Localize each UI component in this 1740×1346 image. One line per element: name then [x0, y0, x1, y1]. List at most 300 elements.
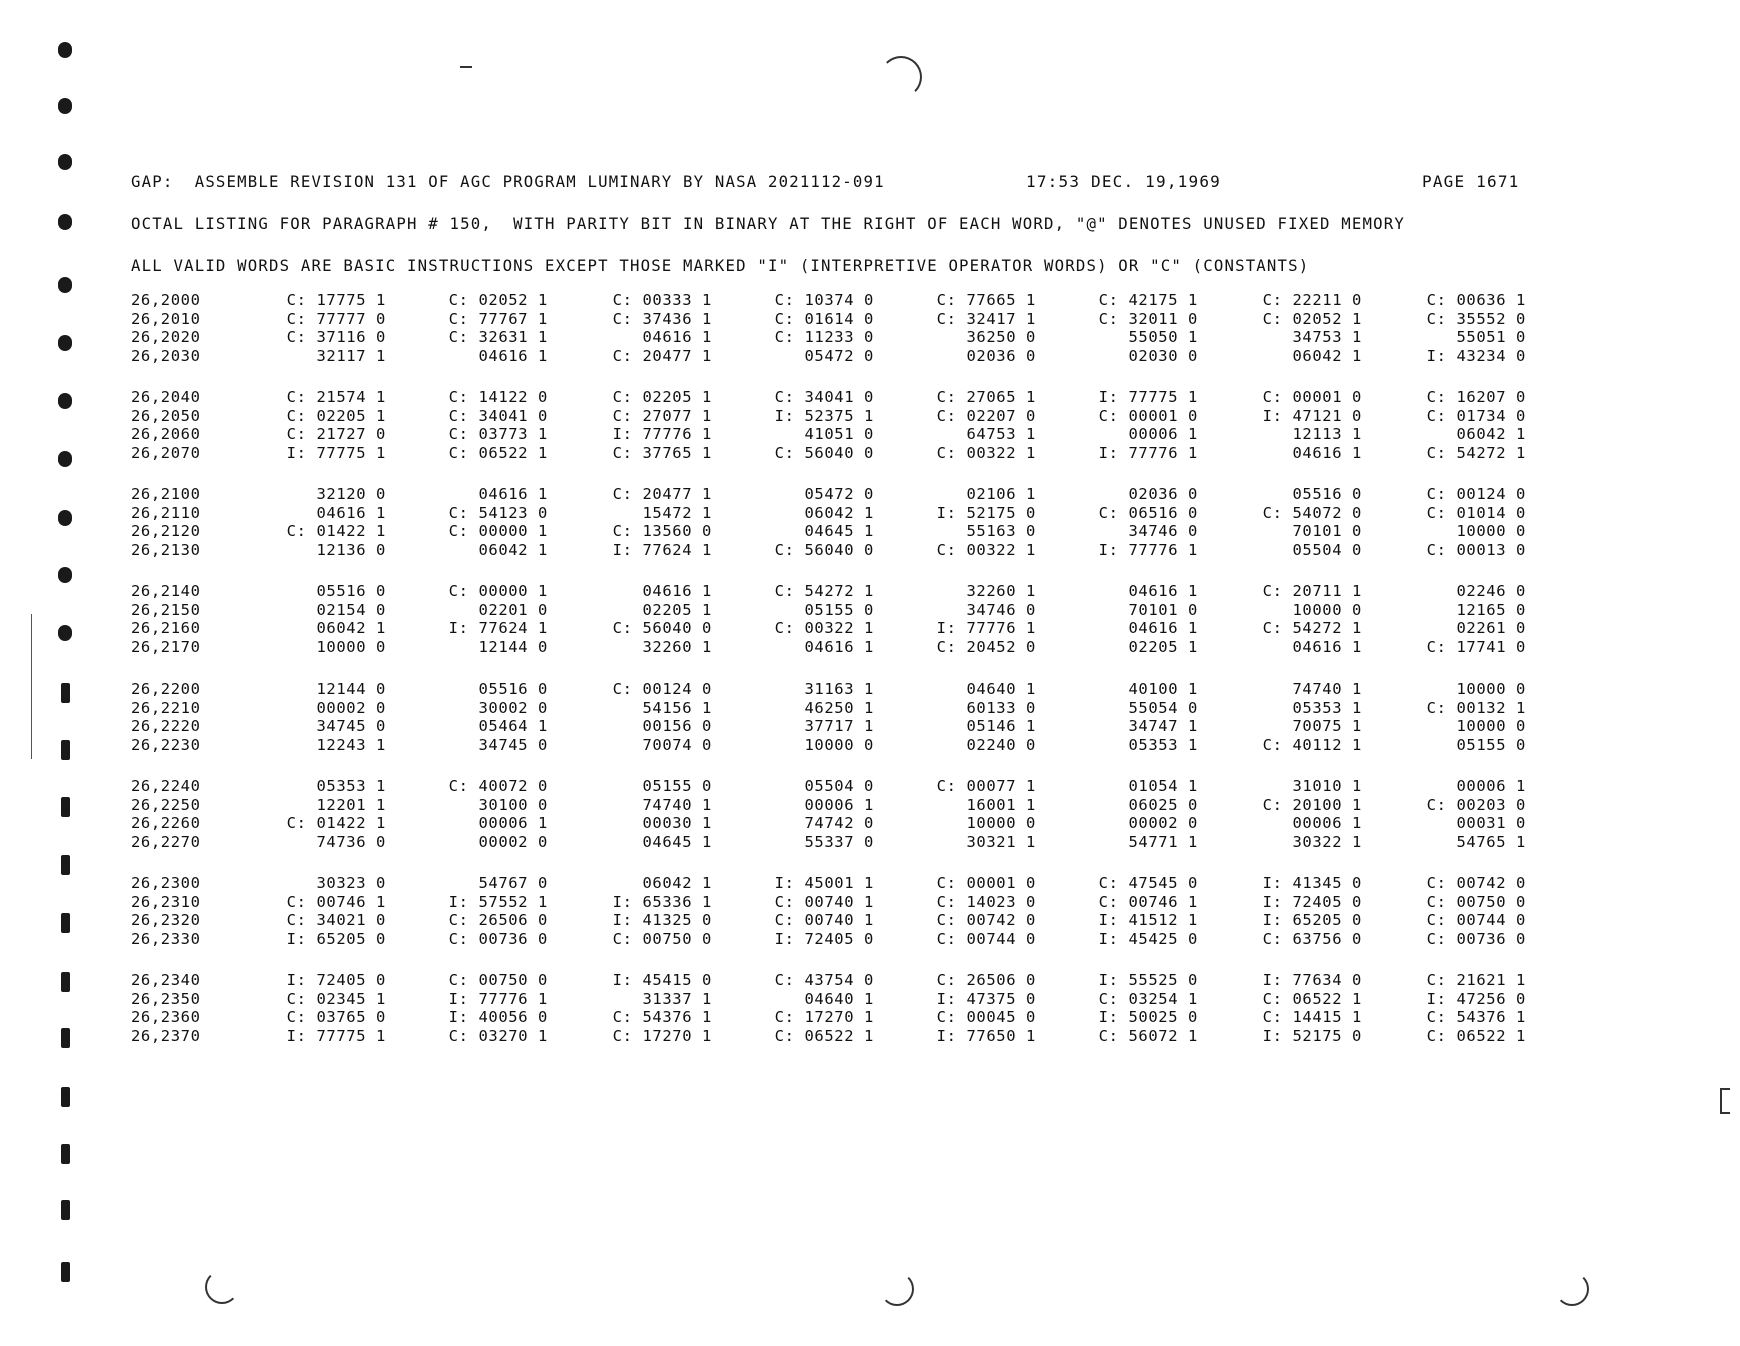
octal-word: 04645 1 — [804, 522, 874, 540]
octal-word: 02246 0 — [1456, 582, 1526, 600]
listing-row — [0, 291, 1740, 309]
scan-speck — [460, 66, 472, 68]
octal-word: 04616 1 — [1292, 637, 1362, 656]
octal-word: 00030 1 — [642, 814, 712, 832]
octal-word: 12201 1 — [316, 795, 386, 814]
octal-word: I: 77624 1 — [448, 619, 548, 637]
octal-word: 30321 1 — [966, 832, 1036, 851]
octal-word: 12136 0 — [316, 540, 386, 559]
octal-word: 02154 0 — [316, 600, 386, 619]
octal-word: C: 03270 1 — [448, 1026, 548, 1045]
octal-word: 46250 1 — [804, 698, 874, 717]
row-address: 26,2070 — [131, 443, 201, 462]
octal-word: 04616 1 — [1128, 619, 1198, 637]
octal-word: C: 40072 0 — [448, 777, 548, 795]
octal-word: 31337 1 — [642, 989, 712, 1008]
octal-word: 00006 1 — [478, 814, 548, 832]
listing-row — [0, 699, 1740, 717]
octal-word: C: 17741 0 — [1426, 637, 1526, 656]
octal-word: C: 06522 1 — [448, 443, 548, 462]
octal-word: C: 00740 1 — [774, 892, 874, 911]
scan-arc-mark — [1555, 1272, 1589, 1306]
listing-row — [0, 736, 1740, 754]
octal-word: 70101 0 — [1292, 522, 1362, 540]
octal-word: I: 77624 1 — [612, 540, 712, 559]
octal-word: C: 43754 0 — [774, 971, 874, 989]
octal-word: C: 14023 0 — [936, 892, 1036, 911]
octal-word: 30323 0 — [316, 874, 386, 892]
octal-word: 12165 0 — [1456, 600, 1526, 619]
octal-word: I: 52375 1 — [774, 406, 874, 425]
octal-word: C: 06522 1 — [1426, 1026, 1526, 1045]
octal-word: 02106 1 — [966, 485, 1036, 503]
octal-word: 31010 1 — [1292, 777, 1362, 795]
octal-word: C: 00077 1 — [936, 777, 1036, 795]
octal-word: 55054 0 — [1128, 698, 1198, 717]
octal-word: 34753 1 — [1292, 328, 1362, 346]
octal-word: I: 45425 0 — [1098, 929, 1198, 948]
octal-word: C: 14122 0 — [448, 388, 548, 406]
listing-row — [0, 407, 1740, 425]
octal-word: I: 57552 1 — [448, 892, 548, 911]
octal-word: C: 32631 1 — [448, 328, 548, 346]
listing-block — [0, 680, 1740, 760]
octal-word: I: 72405 0 — [774, 929, 874, 948]
octal-word: I: 77650 1 — [936, 1026, 1036, 1045]
octal-word: C: 01734 0 — [1426, 406, 1526, 425]
listing-row — [0, 777, 1740, 795]
octal-word: C: 03773 1 — [448, 425, 548, 443]
row-address: 26,2020 — [131, 328, 201, 346]
listing-row — [0, 328, 1740, 346]
octal-word: I: 77775 1 — [1098, 388, 1198, 406]
listing-row — [0, 911, 1740, 929]
octal-word: 02205 1 — [642, 600, 712, 619]
row-address: 26,2130 — [131, 540, 201, 559]
scan-bracket-mark — [1720, 1088, 1730, 1114]
octal-word: C: 02205 1 — [612, 388, 712, 406]
octal-word: C: 02345 1 — [286, 989, 386, 1008]
octal-word: 00006 1 — [804, 795, 874, 814]
octal-word: C: 03765 0 — [286, 1008, 386, 1026]
octal-word: 05353 1 — [1292, 698, 1362, 717]
octal-word: I: 50025 0 — [1098, 1008, 1198, 1026]
listing-row — [0, 680, 1740, 698]
octal-word: C: 56040 0 — [612, 619, 712, 637]
octal-word: C: 00746 1 — [1098, 892, 1198, 911]
octal-word: 00002 0 — [1128, 814, 1198, 832]
octal-word: C: 26506 0 — [936, 971, 1036, 989]
octal-word: C: 20477 1 — [612, 485, 712, 503]
octal-word: C: 10374 0 — [774, 291, 874, 309]
listing-row — [0, 717, 1740, 735]
scan-arc-mark — [205, 1270, 239, 1304]
octal-word: 00031 0 — [1456, 814, 1526, 832]
octal-word: 12144 0 — [478, 637, 548, 656]
octal-word: 32120 0 — [316, 485, 386, 503]
octal-word: 34746 0 — [966, 600, 1036, 619]
listing-row — [0, 425, 1740, 443]
octal-word: 02030 0 — [1128, 346, 1198, 365]
octal-word: 54156 1 — [642, 698, 712, 717]
scan-arc-mark — [880, 1272, 914, 1306]
octal-word: 05516 0 — [478, 680, 548, 698]
listing-block — [0, 582, 1740, 662]
octal-word: 54771 1 — [1128, 832, 1198, 851]
row-address: 26,2050 — [131, 406, 201, 425]
octal-word: 41051 0 — [804, 425, 874, 443]
octal-word: 04640 1 — [804, 989, 874, 1008]
octal-word: I: 55525 0 — [1098, 971, 1198, 989]
row-address: 26,2320 — [131, 911, 201, 929]
octal-word: 34746 0 — [1128, 522, 1198, 540]
octal-word: 06042 1 — [1292, 346, 1362, 365]
row-address: 26,2010 — [131, 309, 201, 328]
page-number: PAGE 1671 — [1422, 172, 1520, 191]
octal-word: 06042 1 — [1456, 425, 1526, 443]
octal-word: C: 37765 1 — [612, 443, 712, 462]
row-address: 26,2200 — [131, 680, 201, 698]
octal-word: 55337 0 — [804, 832, 874, 851]
octal-word: 05155 0 — [804, 600, 874, 619]
octal-word: 16001 1 — [966, 795, 1036, 814]
octal-word: 00006 1 — [1292, 814, 1362, 832]
octal-word: 30322 1 — [1292, 832, 1362, 851]
octal-word: 34747 1 — [1128, 717, 1198, 735]
octal-word: C: 27065 1 — [936, 388, 1036, 406]
octal-word: 74740 1 — [1292, 680, 1362, 698]
octal-word: 70074 0 — [642, 735, 712, 754]
octal-word: I: 77776 1 — [612, 425, 712, 443]
octal-word: 55163 0 — [966, 522, 1036, 540]
octal-word: 06025 0 — [1128, 795, 1198, 814]
octal-word: I: 77776 1 — [1098, 540, 1198, 559]
octal-word: 05353 1 — [1128, 735, 1198, 754]
octal-word: 05464 1 — [478, 717, 548, 735]
octal-word: 05516 0 — [316, 582, 386, 600]
listing-row — [0, 601, 1740, 619]
punch-hole-mark — [61, 855, 70, 875]
octal-word: I: 41325 0 — [612, 911, 712, 929]
octal-word: C: 77767 1 — [448, 309, 548, 328]
octal-word: 10000 0 — [1456, 522, 1526, 540]
listing-row — [0, 388, 1740, 406]
listing-row — [0, 833, 1740, 851]
octal-word: C: 47545 0 — [1098, 874, 1198, 892]
punch-hole-mark — [58, 567, 72, 583]
octal-word: 31163 1 — [804, 680, 874, 698]
octal-word: C: 00124 0 — [612, 680, 712, 698]
octal-word: 05353 1 — [316, 777, 386, 795]
octal-word: 00002 0 — [478, 832, 548, 851]
octal-word: 12243 1 — [316, 735, 386, 754]
octal-word: 04645 1 — [642, 832, 712, 851]
octal-word: C: 40112 1 — [1262, 735, 1362, 754]
octal-word: C: 54376 1 — [1426, 1008, 1526, 1026]
octal-word: 01054 1 — [1128, 777, 1198, 795]
octal-word: I: 65205 0 — [1262, 911, 1362, 929]
octal-word: C: 56040 0 — [774, 443, 874, 462]
octal-word: C: 21727 0 — [286, 425, 386, 443]
punch-hole-mark — [58, 214, 72, 230]
octal-word: I: 77775 1 — [286, 443, 386, 462]
octal-word: 05504 0 — [1292, 540, 1362, 559]
octal-word: C: 54072 0 — [1262, 503, 1362, 522]
octal-word: C: 54272 1 — [1262, 619, 1362, 637]
octal-word: C: 27077 1 — [612, 406, 712, 425]
octal-word: I: 47121 0 — [1262, 406, 1362, 425]
octal-word: I: 45415 0 — [612, 971, 712, 989]
octal-word: I: 72405 0 — [1262, 892, 1362, 911]
octal-word: C: 54272 1 — [774, 582, 874, 600]
listing-row — [0, 582, 1740, 600]
listing-block — [0, 777, 1740, 857]
octal-word: C: 54376 1 — [612, 1008, 712, 1026]
octal-word: 36250 0 — [966, 328, 1036, 346]
octal-word: 06042 1 — [316, 619, 386, 637]
octal-word: 32117 1 — [316, 346, 386, 365]
octal-word: I: 41345 0 — [1262, 874, 1362, 892]
octal-word: 05472 0 — [804, 346, 874, 365]
listing-row — [0, 990, 1740, 1008]
octal-word: 30002 0 — [478, 698, 548, 717]
row-address: 26,2360 — [131, 1008, 201, 1026]
octal-word: C: 77665 1 — [936, 291, 1036, 309]
octal-word: C: 02052 1 — [1262, 309, 1362, 328]
octal-word: I: 47256 0 — [1426, 989, 1526, 1008]
octal-word: C: 13560 0 — [612, 522, 712, 540]
listing-row — [0, 930, 1740, 948]
octal-word: C: 17270 1 — [612, 1026, 712, 1045]
octal-word: C: 00132 1 — [1426, 698, 1526, 717]
octal-word: 32260 1 — [966, 582, 1036, 600]
octal-word: C: 20477 1 — [612, 346, 712, 365]
punch-hole-mark — [58, 42, 72, 58]
octal-word: C: 26506 0 — [448, 911, 548, 929]
octal-word: C: 00322 1 — [936, 443, 1036, 462]
octal-word: 34745 0 — [478, 735, 548, 754]
octal-word: C: 54123 0 — [448, 503, 548, 522]
row-address: 26,2230 — [131, 735, 201, 754]
octal-word: I: 77776 1 — [448, 989, 548, 1008]
octal-word: 06042 1 — [804, 503, 874, 522]
octal-word: 04616 1 — [478, 485, 548, 503]
octal-word: 06042 1 — [642, 874, 712, 892]
octal-word: C: 00203 0 — [1426, 795, 1526, 814]
octal-word: C: 00000 1 — [448, 522, 548, 540]
octal-word: C: 00736 0 — [448, 929, 548, 948]
octal-word: C: 01614 0 — [774, 309, 874, 328]
octal-word: 02036 0 — [966, 346, 1036, 365]
octal-word: 30100 0 — [478, 795, 548, 814]
listing-row — [0, 504, 1740, 522]
octal-word: C: 00750 0 — [612, 929, 712, 948]
octal-word: C: 42175 1 — [1098, 291, 1198, 309]
octal-word: I: 52175 0 — [936, 503, 1036, 522]
punch-hole-mark — [58, 154, 72, 170]
octal-word: 04640 1 — [966, 680, 1036, 698]
octal-word: 00006 1 — [1128, 425, 1198, 443]
octal-word: 64753 1 — [966, 425, 1036, 443]
octal-word: 04616 1 — [478, 346, 548, 365]
octal-word: C: 34021 0 — [286, 911, 386, 929]
octal-word: 00002 0 — [316, 698, 386, 717]
octal-word: C: 01014 0 — [1426, 503, 1526, 522]
row-address: 26,2300 — [131, 874, 201, 892]
octal-word: C: 21621 1 — [1426, 971, 1526, 989]
octal-word: 40100 1 — [1128, 680, 1198, 698]
octal-word: 04616 1 — [1128, 582, 1198, 600]
listing-block — [0, 874, 1740, 954]
octal-word: 54765 1 — [1456, 832, 1526, 851]
octal-word: C: 00750 0 — [1426, 892, 1526, 911]
octal-word: 10000 0 — [804, 735, 874, 754]
listing-row — [0, 971, 1740, 989]
octal-word: 55050 1 — [1128, 328, 1198, 346]
octal-word: 04616 1 — [804, 637, 874, 656]
octal-word: C: 20711 1 — [1262, 582, 1362, 600]
octal-word: I: 77634 0 — [1262, 971, 1362, 989]
octal-word: 10000 0 — [1292, 600, 1362, 619]
octal-word: C: 54272 1 — [1426, 443, 1526, 462]
octal-word: C: 34041 0 — [448, 406, 548, 425]
listing-block — [0, 485, 1740, 565]
octal-word: C: 00045 0 — [936, 1008, 1036, 1026]
row-address: 26,2100 — [131, 485, 201, 503]
octal-word: 54767 0 — [478, 874, 548, 892]
octal-word: C: 35552 0 — [1426, 309, 1526, 328]
octal-word: 05155 0 — [1456, 735, 1526, 754]
octal-word: I: 43234 0 — [1426, 346, 1526, 365]
punch-hole-mark — [61, 1200, 70, 1220]
listing-block — [0, 291, 1740, 371]
octal-word: 06042 1 — [478, 540, 548, 559]
listing-block — [0, 971, 1740, 1051]
octal-word: 10000 0 — [966, 814, 1036, 832]
listing-row — [0, 638, 1740, 656]
octal-word: 10000 0 — [316, 637, 386, 656]
octal-word: C: 16207 0 — [1426, 388, 1526, 406]
row-address: 26,2350 — [131, 989, 201, 1008]
octal-word: I: 77775 1 — [286, 1026, 386, 1045]
octal-word: C: 17775 1 — [286, 291, 386, 309]
octal-word: 04616 1 — [1292, 443, 1362, 462]
octal-word: C: 37116 0 — [286, 328, 386, 346]
octal-word: C: 00742 0 — [1426, 874, 1526, 892]
octal-word: C: 00001 0 — [1098, 406, 1198, 425]
octal-word: C: 56072 1 — [1098, 1026, 1198, 1045]
octal-word: C: 01422 1 — [286, 522, 386, 540]
listing-row — [0, 541, 1740, 559]
octal-word: 70101 0 — [1128, 600, 1198, 619]
listing-row — [0, 485, 1740, 503]
row-address: 26,2250 — [131, 795, 201, 814]
listing-row — [0, 619, 1740, 637]
octal-word: C: 32011 0 — [1098, 309, 1198, 328]
row-address: 26,2120 — [131, 522, 201, 540]
octal-word: 00156 0 — [642, 717, 712, 735]
octal-word: C: 02052 1 — [448, 291, 548, 309]
octal-word: 34745 0 — [316, 717, 386, 735]
octal-word: C: 20452 0 — [936, 637, 1036, 656]
octal-word: C: 77777 0 — [286, 309, 386, 328]
octal-word: 32260 1 — [642, 637, 712, 656]
octal-word: C: 00636 1 — [1426, 291, 1526, 309]
row-address: 26,2220 — [131, 717, 201, 735]
listing-block — [0, 388, 1740, 468]
octal-word: 70075 1 — [1292, 717, 1362, 735]
octal-word: 12144 0 — [316, 680, 386, 698]
octal-word: 02036 0 — [1128, 485, 1198, 503]
octal-word: I: 47375 0 — [936, 989, 1036, 1008]
octal-word: C: 00736 0 — [1426, 929, 1526, 948]
listing-legend-note: ALL VALID WORDS ARE BASIC INSTRUCTIONS EXCEPT THOSE MARKED "I" (INTERPRETIVE OPERATOR WORDS) OR "C" (CONSTANTS) — [131, 256, 1310, 275]
listing-title: GAP: ASSEMBLE REVISION 131 OF AGC PROGRAM LUMINARY BY NASA 2021112-091 — [131, 172, 885, 191]
octal-word: 05504 0 — [804, 777, 874, 795]
row-address: 26,2160 — [131, 619, 201, 637]
octal-word: C: 34041 0 — [774, 388, 874, 406]
octal-word: I: 72405 0 — [286, 971, 386, 989]
row-address: 26,2040 — [131, 388, 201, 406]
octal-word: 05472 0 — [804, 485, 874, 503]
punch-hole-mark — [61, 1087, 70, 1107]
octal-word: 74742 0 — [804, 814, 874, 832]
octal-word: 05155 0 — [642, 777, 712, 795]
row-address: 26,2110 — [131, 503, 201, 522]
octal-word: 37717 1 — [804, 717, 874, 735]
listing-row — [0, 1027, 1740, 1045]
octal-word: I: 65205 0 — [286, 929, 386, 948]
octal-word: 74740 1 — [642, 795, 712, 814]
row-address: 26,2260 — [131, 814, 201, 832]
octal-word: 55051 0 — [1456, 328, 1526, 346]
listing-row — [0, 893, 1740, 911]
octal-word: 02201 0 — [478, 600, 548, 619]
octal-word: I: 77776 1 — [936, 619, 1036, 637]
octal-word: 10000 0 — [1456, 680, 1526, 698]
row-address: 26,2310 — [131, 892, 201, 911]
octal-word: C: 00001 0 — [936, 874, 1036, 892]
octal-word: C: 03254 1 — [1098, 989, 1198, 1008]
listing-row — [0, 814, 1740, 832]
listing-row — [0, 522, 1740, 540]
octal-word: 12113 1 — [1292, 425, 1362, 443]
octal-word: C: 63756 0 — [1262, 929, 1362, 948]
listing-subtitle: OCTAL LISTING FOR PARAGRAPH # 150, WITH PARITY BIT IN BINARY AT THE RIGHT OF EACH WORD, "@" DENOTES UNUSED FIXED MEMORY — [131, 214, 1405, 233]
octal-word: 02261 0 — [1456, 619, 1526, 637]
octal-word: C: 02207 0 — [936, 406, 1036, 425]
octal-word: 10000 0 — [1456, 717, 1526, 735]
row-address: 26,2140 — [131, 582, 201, 600]
octal-word: 04616 1 — [642, 328, 712, 346]
octal-word: C: 00013 0 — [1426, 540, 1526, 559]
octal-word: C: 00742 0 — [936, 911, 1036, 929]
octal-word: 04616 1 — [316, 503, 386, 522]
octal-word: 15472 1 — [642, 503, 712, 522]
octal-word: C: 00744 0 — [936, 929, 1036, 948]
octal-word: C: 00322 1 — [936, 540, 1036, 559]
octal-word: I: 40056 0 — [448, 1008, 548, 1026]
octal-word: C: 06516 0 — [1098, 503, 1198, 522]
octal-word: 60133 0 — [966, 698, 1036, 717]
punch-hole-mark — [61, 1262, 70, 1282]
row-address: 26,2330 — [131, 929, 201, 948]
row-address: 26,2150 — [131, 600, 201, 619]
listing-row — [0, 310, 1740, 328]
octal-word: C: 06522 1 — [1262, 989, 1362, 1008]
octal-word: 02240 0 — [966, 735, 1036, 754]
row-address: 26,2270 — [131, 832, 201, 851]
